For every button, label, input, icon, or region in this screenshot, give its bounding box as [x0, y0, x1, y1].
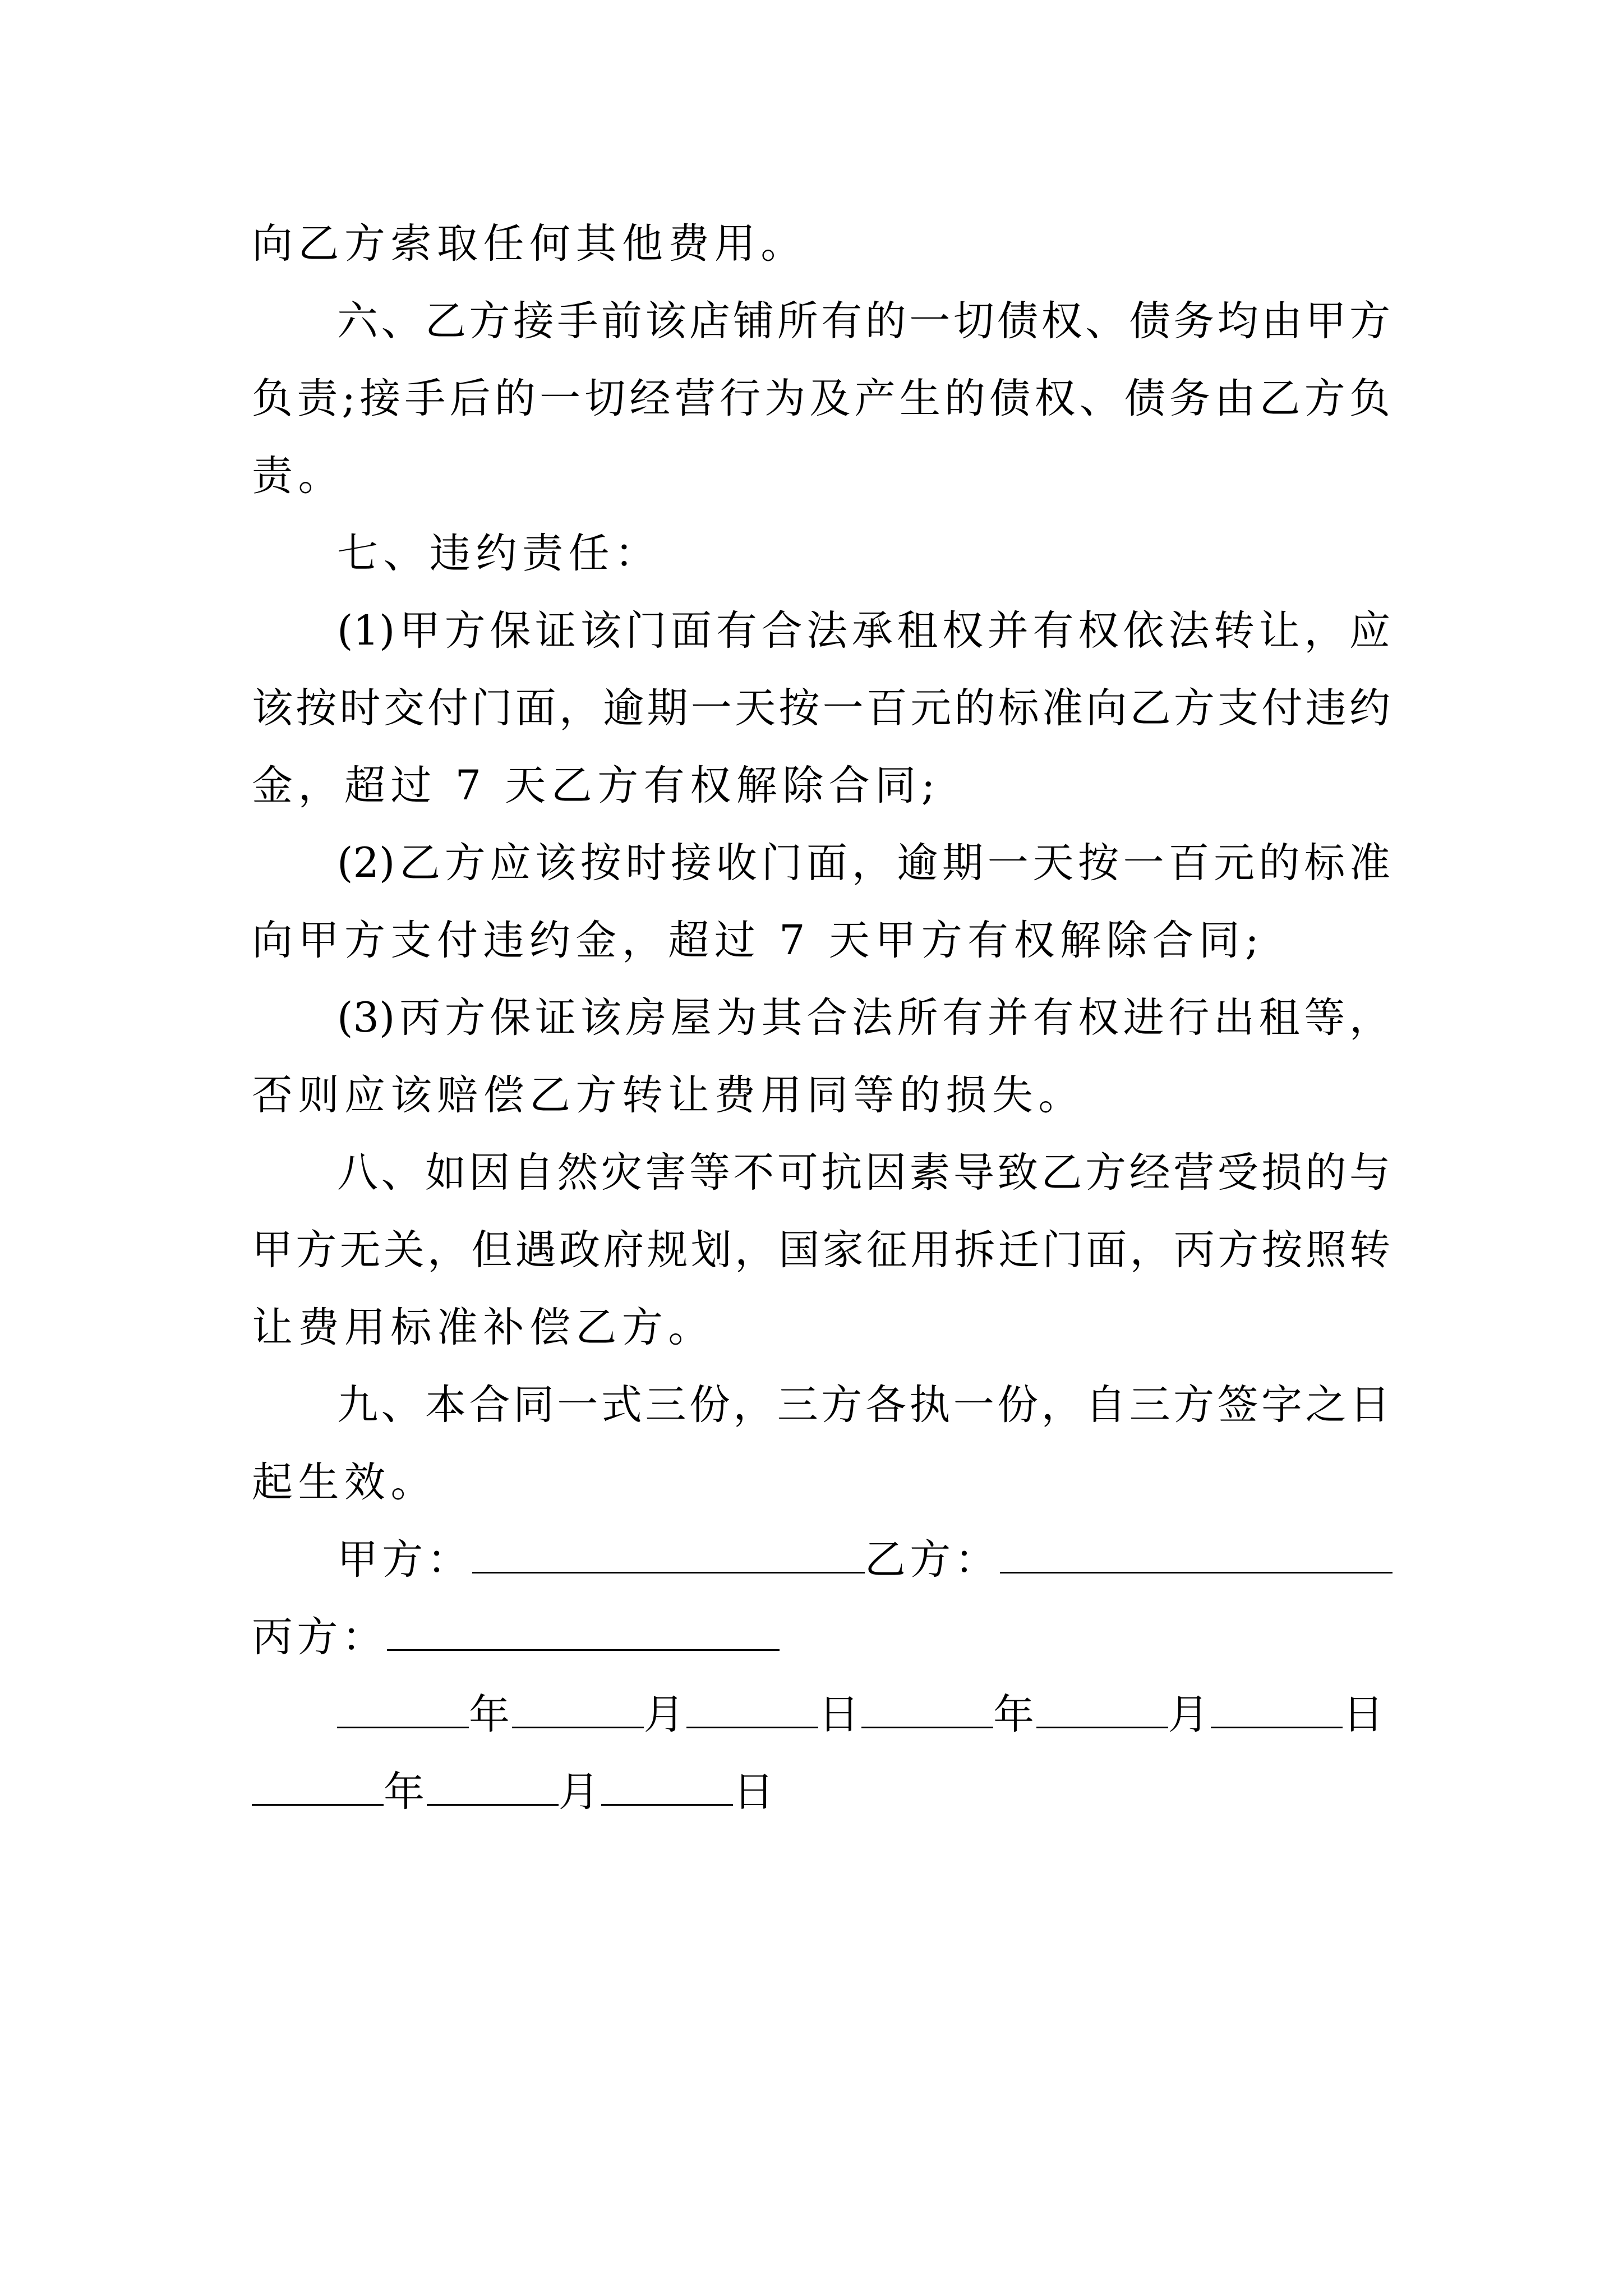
body-line: 责。	[252, 452, 344, 500]
party-a-signature-field[interactable]	[472, 1528, 865, 1573]
party-c-signature-field[interactable]	[387, 1605, 780, 1651]
body-line: 让费用标准补偿乙方。	[252, 1304, 714, 1351]
year-label: 年	[384, 1768, 427, 1816]
signature-row-c	[252, 1604, 780, 1671]
body-line: 该按时交付门面，逾期一天按一百元的标准向乙方支付违约	[252, 684, 1390, 732]
clause-8: 八、如因自然灾害等不可抗因素导致乙方经营受损的与	[337, 1149, 1390, 1197]
date-row-ab	[337, 1681, 1386, 1749]
body-line: 负责;接手后的一切经营行为及产生的债权、债务由乙方负	[252, 375, 1390, 422]
date-day-field[interactable]	[1211, 1683, 1343, 1728]
body-line: 甲方无关，但遇政府规划，国家征用拆迁门面，丙方按照转	[252, 1226, 1390, 1274]
party-c-label: 丙方：	[252, 1613, 387, 1661]
date-month-field[interactable]	[1036, 1683, 1168, 1728]
date-year-field[interactable]	[252, 1760, 384, 1806]
body-line: 金，超过 7 天乙方有权解除合同;	[252, 762, 940, 809]
date-day-field[interactable]	[686, 1683, 818, 1728]
month-label: 月	[558, 1768, 602, 1816]
date-day-field[interactable]	[601, 1760, 733, 1806]
date-year-field[interactable]	[337, 1683, 469, 1728]
body-line: 否则应该赔偿乙方转让费用同等的损失。	[252, 1071, 1085, 1119]
clause-7-heading: 七、违约责任：	[337, 530, 661, 577]
body-line: 起生效。	[252, 1458, 437, 1506]
date-month-field[interactable]	[512, 1683, 644, 1728]
date-month-field[interactable]	[427, 1760, 559, 1806]
body-line: 向甲方支付违约金，超过 7 天甲方有权解除合同;	[252, 917, 1265, 964]
party-b-signature-field[interactable]	[1000, 1528, 1393, 1573]
party-b-label: 乙方：	[864, 1536, 1000, 1584]
day-label: 日	[1343, 1691, 1386, 1738]
year-label: 年	[469, 1691, 512, 1738]
clause-9: 九、本合同一式三份，三方各执一份，自三方签字之日	[337, 1381, 1390, 1429]
clause-7-item-3: (3)丙方保证该房屋为其合法所有并有权进行出租等，	[337, 994, 1390, 1042]
month-label: 月	[643, 1691, 687, 1738]
date-row-c	[252, 1759, 776, 1826]
body-line: 向乙方索取任何其他费用。	[252, 220, 807, 268]
day-label: 日	[733, 1768, 776, 1816]
clause-7-item-2: (2)乙方应该按时接收门面，逾期一天按一百元的标准	[337, 839, 1390, 887]
date-year-field[interactable]	[861, 1683, 993, 1728]
clause-7-item-1: (1)甲方保证该门面有合法承租权并有权依法转让，应	[337, 607, 1390, 655]
day-label: 日	[818, 1691, 861, 1738]
party-a-label: 甲方：	[337, 1536, 472, 1584]
month-label: 月	[1168, 1691, 1211, 1738]
year-label: 年	[993, 1691, 1036, 1738]
clause-6: 六、乙方接手前该店铺所有的一切债权、债务均由甲方	[337, 297, 1390, 345]
signature-row-ab	[337, 1526, 1393, 1594]
